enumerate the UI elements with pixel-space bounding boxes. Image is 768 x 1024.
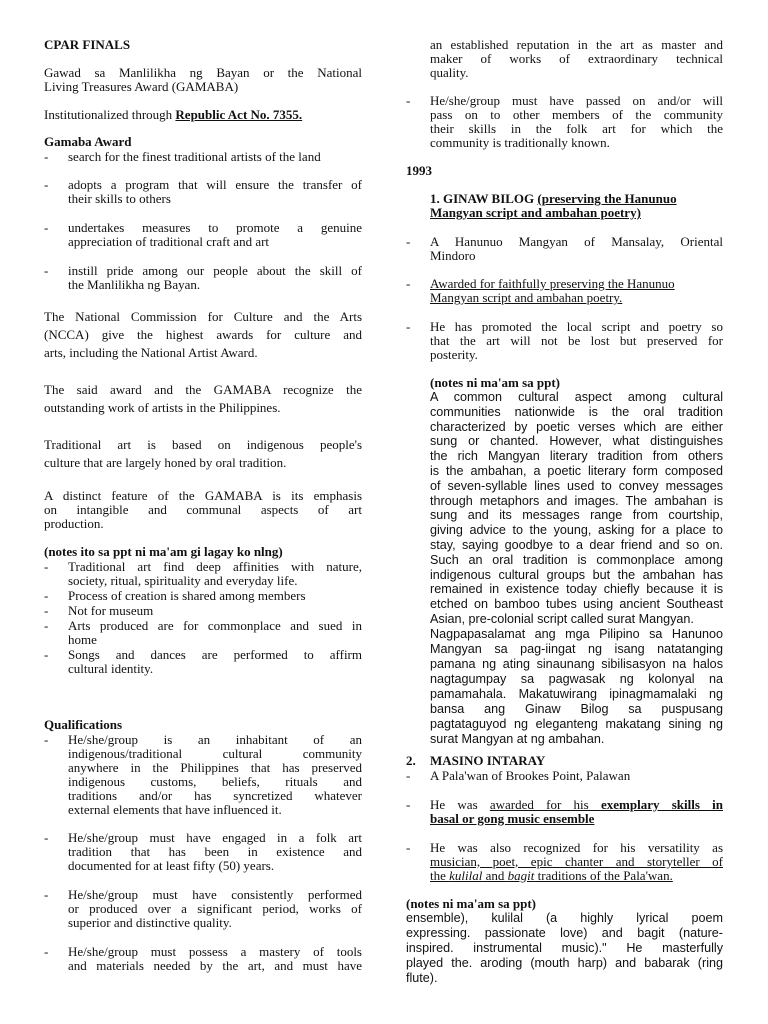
paragraph-line: through metaphors and images. The ambahan is: [430, 493, 723, 508]
bullet-dash: -: [44, 177, 49, 192]
notes-heading: (notes ni ma'am sa ppt): [406, 896, 537, 911]
bullet-dash: -: [406, 234, 411, 249]
paragraph-line: The National Commission for Culture and the Arts: [44, 309, 362, 324]
bullet-dash: -: [44, 603, 49, 618]
bullet-text: He/she/group must have consistently performed: [68, 887, 362, 902]
paragraph-line: maker of works of extraordinary technical: [430, 51, 723, 66]
ginaw-title-line: [430, 192, 677, 206]
paragraph-line: sung or chanted. However, what distinguishes: [430, 434, 723, 449]
ginaw-subtitle: (preserving the Hanunuo: [537, 191, 677, 206]
bullet-text: their skills in the folk art for which the: [430, 121, 723, 136]
paragraph-line: surat Mangyan at ng ambahan.: [430, 732, 605, 746]
paragraph-line: arts, including the National Artist Award.: [44, 345, 258, 360]
notes-heading: (notes ni ma'am sa ppt): [430, 375, 561, 390]
ginaw-name: 1. GINAW BILOG: [430, 191, 538, 206]
paragraph-line: bansa ang Ginaw Bilog sa puspusang: [430, 702, 723, 716]
bullet-text: basal or gong music ensemble: [430, 811, 595, 826]
bullet-text: posterity.: [430, 347, 478, 362]
bullet-text: that the art will not be lost but preserved for: [430, 333, 723, 348]
qualifications-heading: Qualifications: [44, 717, 123, 732]
bullet-text: documented for at least fifty (50) years.: [68, 858, 275, 873]
paragraph-line: Nagpapasalamat ang mga Pilipino sa Hanunoo: [430, 627, 723, 641]
masino-number: 2.: [406, 753, 416, 768]
text-run: awarded for his: [489, 797, 601, 812]
paragraph-line: pagtataguyod ng eleganteng makatang sining ng: [430, 717, 723, 731]
paragraph-line: inspired. instrumental music)." He masterfully: [406, 941, 723, 955]
paragraph-line: nagtagumpay sa pagwasak ng kolonyal na: [430, 672, 723, 686]
ginaw-subtitle: Mangyan script and ambahan poetry): [430, 205, 641, 220]
paragraph-line: indigenous cultural groups but the ambahan has: [430, 567, 723, 582]
bullet-text: society, ritual, spirituality and everyday life.: [68, 573, 298, 588]
text-run: and: [482, 868, 508, 883]
bullet-text: musician, poet, epic chanter and storyteller of: [430, 854, 723, 869]
paragraph-line: quality.: [430, 65, 469, 80]
bullet-dash: -: [406, 319, 411, 334]
bullet-text: appreciation of traditional craft and art: [68, 234, 270, 249]
bullet-text: cultural identity.: [68, 661, 154, 676]
paragraph-line: (NCCA) give the highest awards for culture and: [44, 327, 362, 342]
bullet-dash: -: [406, 840, 411, 855]
paragraph-line: an established reputation in the art as master and: [430, 37, 723, 52]
bullet-text: He/she/group must have passed on and/or will: [430, 93, 723, 108]
paragraph-line: remained in existence today chiefly because it is: [430, 582, 723, 597]
bullet-text: Awarded for faithfully preserving the Hanunuo: [430, 276, 675, 291]
bullet-dash: -: [44, 263, 49, 278]
paragraph-line: culture that are largely honed by oral tradition.: [44, 455, 287, 470]
bullet-dash: -: [44, 149, 49, 164]
bullet-text: adopts a program that will ensure the transfer of: [68, 177, 362, 192]
bullet-text: the Manlilikha ng Bayan.: [68, 277, 201, 292]
gamaba-award-heading: Gamaba Award: [44, 134, 132, 149]
bullet-text: Mindoro: [430, 248, 476, 263]
paragraph-line: pamana ng ating sinaunang sibilisasyon na halos: [430, 657, 723, 671]
bullet-text: anywhere in the Philippines that has preserved: [68, 760, 362, 775]
paragraph-line: A distinct feature of the GAMABA is its emphasis: [44, 488, 362, 503]
text-run: bagit: [507, 868, 535, 883]
text-run: He was: [430, 797, 490, 812]
paragraph-line: on intangible and communal aspects of art: [44, 502, 362, 517]
paragraph-line: Traditional art is based on indigenous people's: [44, 437, 362, 452]
bullet-text: Traditional art find deep affinities with nature,: [68, 559, 362, 574]
bullet-text: Mangyan script and ambahan poetry.: [430, 290, 623, 305]
paragraph-line: stay, saying goodbye to a dear friend and so on.: [430, 538, 723, 552]
bullet-text: indigenous/traditional cultural community: [68, 746, 362, 761]
text-run: exemplary skills in: [600, 797, 723, 812]
bullet-dash: -: [44, 647, 49, 662]
paragraph-line: outstanding work of artists in the Philippines.: [44, 400, 281, 415]
bullet-dash: -: [44, 220, 49, 235]
bullet-text: instill pride among our people about the skill of: [68, 263, 362, 278]
paragraph-line: the rich Mangyan literary tradition from others: [430, 449, 723, 464]
paragraph-line: The said award and the GAMABA recognize the: [44, 382, 362, 397]
bullet-text: Arts produced are for commonplace and sued in: [68, 618, 362, 633]
paragraph-line: Such an oral tradition is commonplace among: [430, 552, 723, 567]
paragraph-line: expressing. passionate love) and bagit (nature-: [406, 926, 723, 940]
bullet-dash: -: [44, 732, 49, 747]
bullet-text: community is traditionally known.: [430, 135, 610, 150]
bullet-text: He/she/group is an inhabitant of an: [68, 732, 362, 747]
year-heading: 1993: [406, 163, 432, 178]
republic-act-link: Republic Act No. 7355.: [175, 107, 303, 122]
bullet-text: Songs and dances are performed to affirm: [68, 647, 362, 662]
paragraph-line: ensemble), kulilal (a highly lyrical poem: [406, 911, 723, 925]
bullet-dash: -: [44, 830, 49, 845]
paragraph-line: sung and its messages range from courtship,: [430, 508, 723, 523]
bullet-text: tradition that has been in existence and: [68, 844, 362, 859]
bullet-text: He has promoted the local script and poetry so: [430, 319, 723, 334]
bullet-text: He/she/group must have engaged in a folk art: [68, 830, 362, 845]
bullet-dash: -: [406, 768, 411, 783]
text-run: traditions of the Pala'wan.: [534, 868, 673, 883]
paragraph-line: of seven-syllable lines used to convey messages: [430, 478, 723, 493]
bullet-dash: -: [44, 944, 49, 959]
text-run: the: [430, 868, 450, 883]
paragraph-line: characterized by poetic verses which are either: [430, 419, 723, 434]
bullet-dash: -: [406, 93, 411, 108]
institutionalized-line: [44, 108, 302, 122]
bullet-text: and materials needed by the art, and must have: [68, 958, 362, 973]
bullet-text: A Hanunuo Mangyan of Mansalay, Oriental: [430, 234, 723, 249]
bullet-text: A Pala'wan of Brookes Point, Palawan: [430, 768, 631, 783]
text-run: kulilal: [449, 868, 483, 883]
bullet-text: pass on to other members of the community: [430, 107, 723, 122]
bullet-text: [430, 798, 723, 812]
bullet-text: Process of creation is shared among members: [68, 588, 306, 603]
masino-name: MASINO INTARAY: [430, 753, 546, 768]
paragraph-line: played the. aroding (mouth harp) and babarak (ring: [406, 956, 723, 970]
bullet-dash: -: [44, 887, 49, 902]
bullet-dash: -: [406, 797, 411, 812]
bullet-text: home: [68, 632, 97, 647]
paragraph-line: flute).: [406, 971, 438, 985]
paragraph-line: Mangyan sa pag-iingat ng isang natatanging: [430, 642, 723, 656]
notes-heading: (notes ito sa ppt ni ma'am gi lagay ko nlng): [44, 544, 283, 559]
paragraph-line: A common cultural aspect among cultural: [430, 390, 723, 404]
bullet-text: indigenous customs, beliefs, rituals and: [68, 774, 362, 789]
bullet-text: undertakes measures to promote a genuine: [68, 220, 362, 235]
bullet-dash: -: [44, 559, 49, 574]
bullet-dash: -: [406, 276, 411, 291]
bullet-dash: -: [44, 588, 49, 603]
paragraph-line: communities nationwide is the oral tradition: [430, 404, 723, 419]
bullet-text: or produced over a significant period, works of: [68, 901, 362, 916]
bullet-text: superior and distinctive quality.: [68, 915, 232, 930]
bullet-text: external elements that have influenced it.: [68, 802, 282, 817]
paragraph-line: Asian, pre-colonial script called surat Mangyan.: [430, 612, 694, 626]
bullet-text: [430, 841, 723, 855]
document-title: CPAR FINALS: [44, 37, 131, 52]
paragraph-line: production.: [44, 516, 104, 531]
paragraph-line: pamamahala. Makatuwirang ipinagmamalaki ng: [430, 687, 723, 701]
bullet-dash: -: [44, 618, 49, 633]
bullet-text: traditions and/or has syncretized whatever: [68, 788, 362, 803]
paragraph-line: giving advice to the young, asking for a place to: [430, 523, 723, 538]
gamaba-intro-line: Living Treasures Award (GAMABA): [44, 79, 239, 94]
gamaba-intro-line: Gawad sa Manlilikha ng Bayan or the National: [44, 65, 362, 80]
text-run: He was also recognized for his versatility as: [430, 840, 723, 855]
paragraph-line: is the ambahan, a poetic literary form composed: [430, 464, 723, 478]
bullet-text: [430, 869, 673, 883]
paragraph-line: etched on bamboo tubes using ancient Southeast: [430, 597, 723, 612]
bullet-text: search for the finest traditional artists of the land: [68, 149, 321, 164]
institutionalized-text: Institutionalized through: [44, 107, 176, 122]
bullet-text: He/she/group must possess a mastery of tools: [68, 944, 362, 959]
bullet-text: Not for museum: [68, 603, 154, 618]
bullet-text: their skills to others: [68, 191, 171, 206]
